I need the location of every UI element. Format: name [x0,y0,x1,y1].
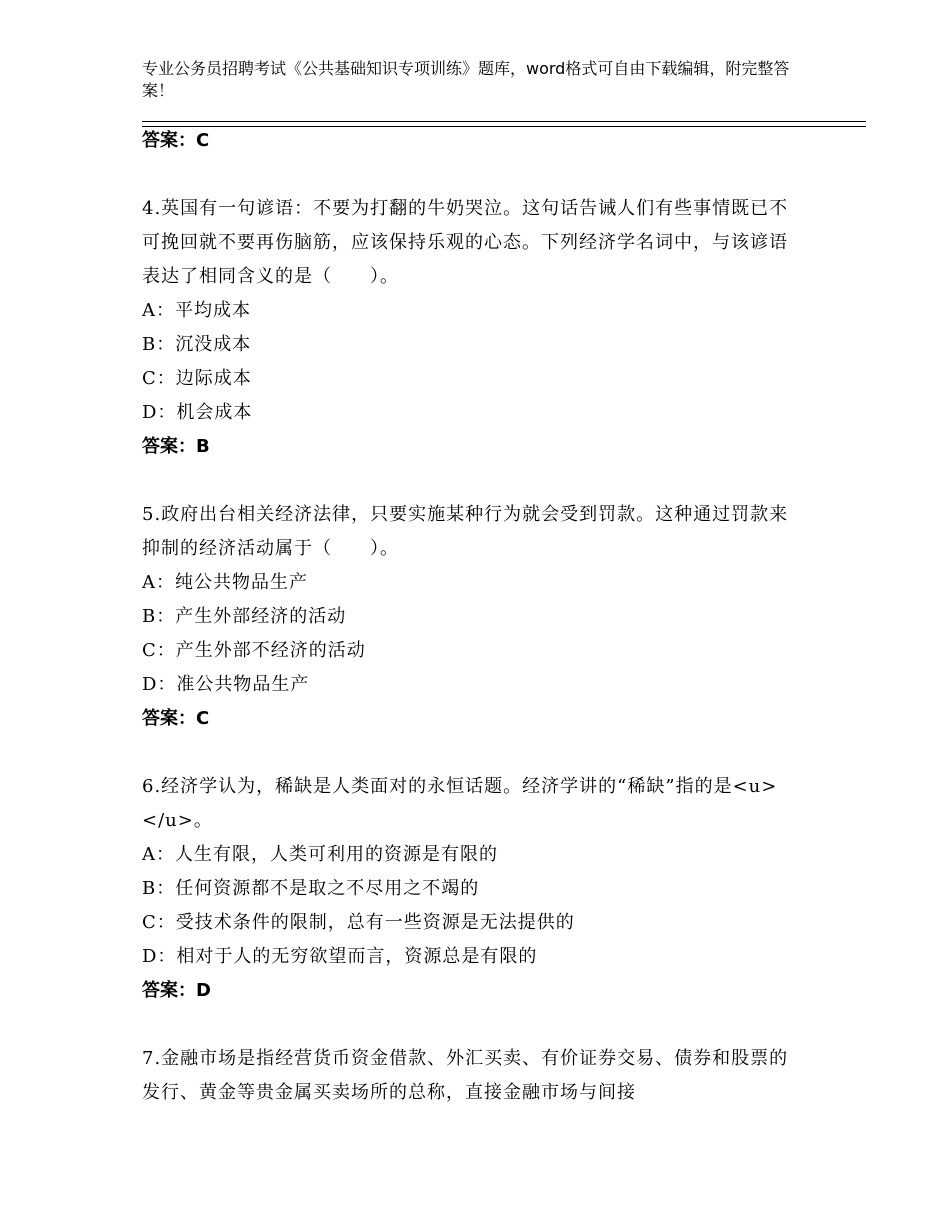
document-header: 专业公务员招聘考试《公共基础知识专项训练》题库，word格式可自由下载编辑，附完整答案！ [142,59,790,100]
option-d: D：机会成本 [142,402,253,423]
option-b: B：产生外部经济的活动 [142,606,347,627]
option-d: D：相对于人的无穷欲望而言，资源总是有限的 [142,946,538,967]
answer-line: 答案：B [142,436,210,457]
option-c: C：受技术条件的限制，总有一些资源是无法提供的 [142,912,575,933]
question-6 [142,770,816,1008]
answer-line: 答案：C [142,708,210,729]
option-a: A：纯公共物品生产 [142,572,308,593]
question-5 [142,498,802,736]
answer-line: 答案：D [142,980,211,1001]
answer-line: 答案：C [142,130,210,151]
option-b: B：沉没成本 [142,334,252,355]
question-7 [142,1042,802,1110]
question-4 [142,192,802,464]
option-d: D：准公共物品生产 [142,674,310,695]
option-a: A：平均成本 [142,300,251,321]
option-c: C：产生外部不经济的活动 [142,640,366,661]
option-b: B：任何资源都不是取之不尽用之不竭的 [142,878,480,899]
question-text: 4.英国有一句谚语：不要为打翻的牛奶哭泣。这句话告诫人们有些事情既已不可挽回就不要再伤脑筋，应该保持乐观的心态。下列经济学名词中，与该谚语表达了相同含义的是（ ）。 [142,198,789,287]
question-content [142,124,816,1110]
question-text: 7.金融市场是指经营货币资金借款、外汇买卖、有价证券交易、债券和股票的发行、黄金等贵金属买卖场所的总称，直接金融市场与间接 [142,1048,789,1103]
question-text: 5.政府出台相关经济法律，只要实施某种行为就会受到罚款。这种通过罚款来抑制的经济活动属于（ ）。 [142,504,789,559]
option-a: A：人生有限，人类可利用的资源是有限的 [142,844,498,865]
header-rule-thick [142,121,866,122]
option-c: C：边际成本 [142,368,252,389]
question-text: 6.经济学认为，稀缺是人类面对的永恒话题。经济学讲的“稀缺”指的是<u> </u>。 [142,776,816,831]
